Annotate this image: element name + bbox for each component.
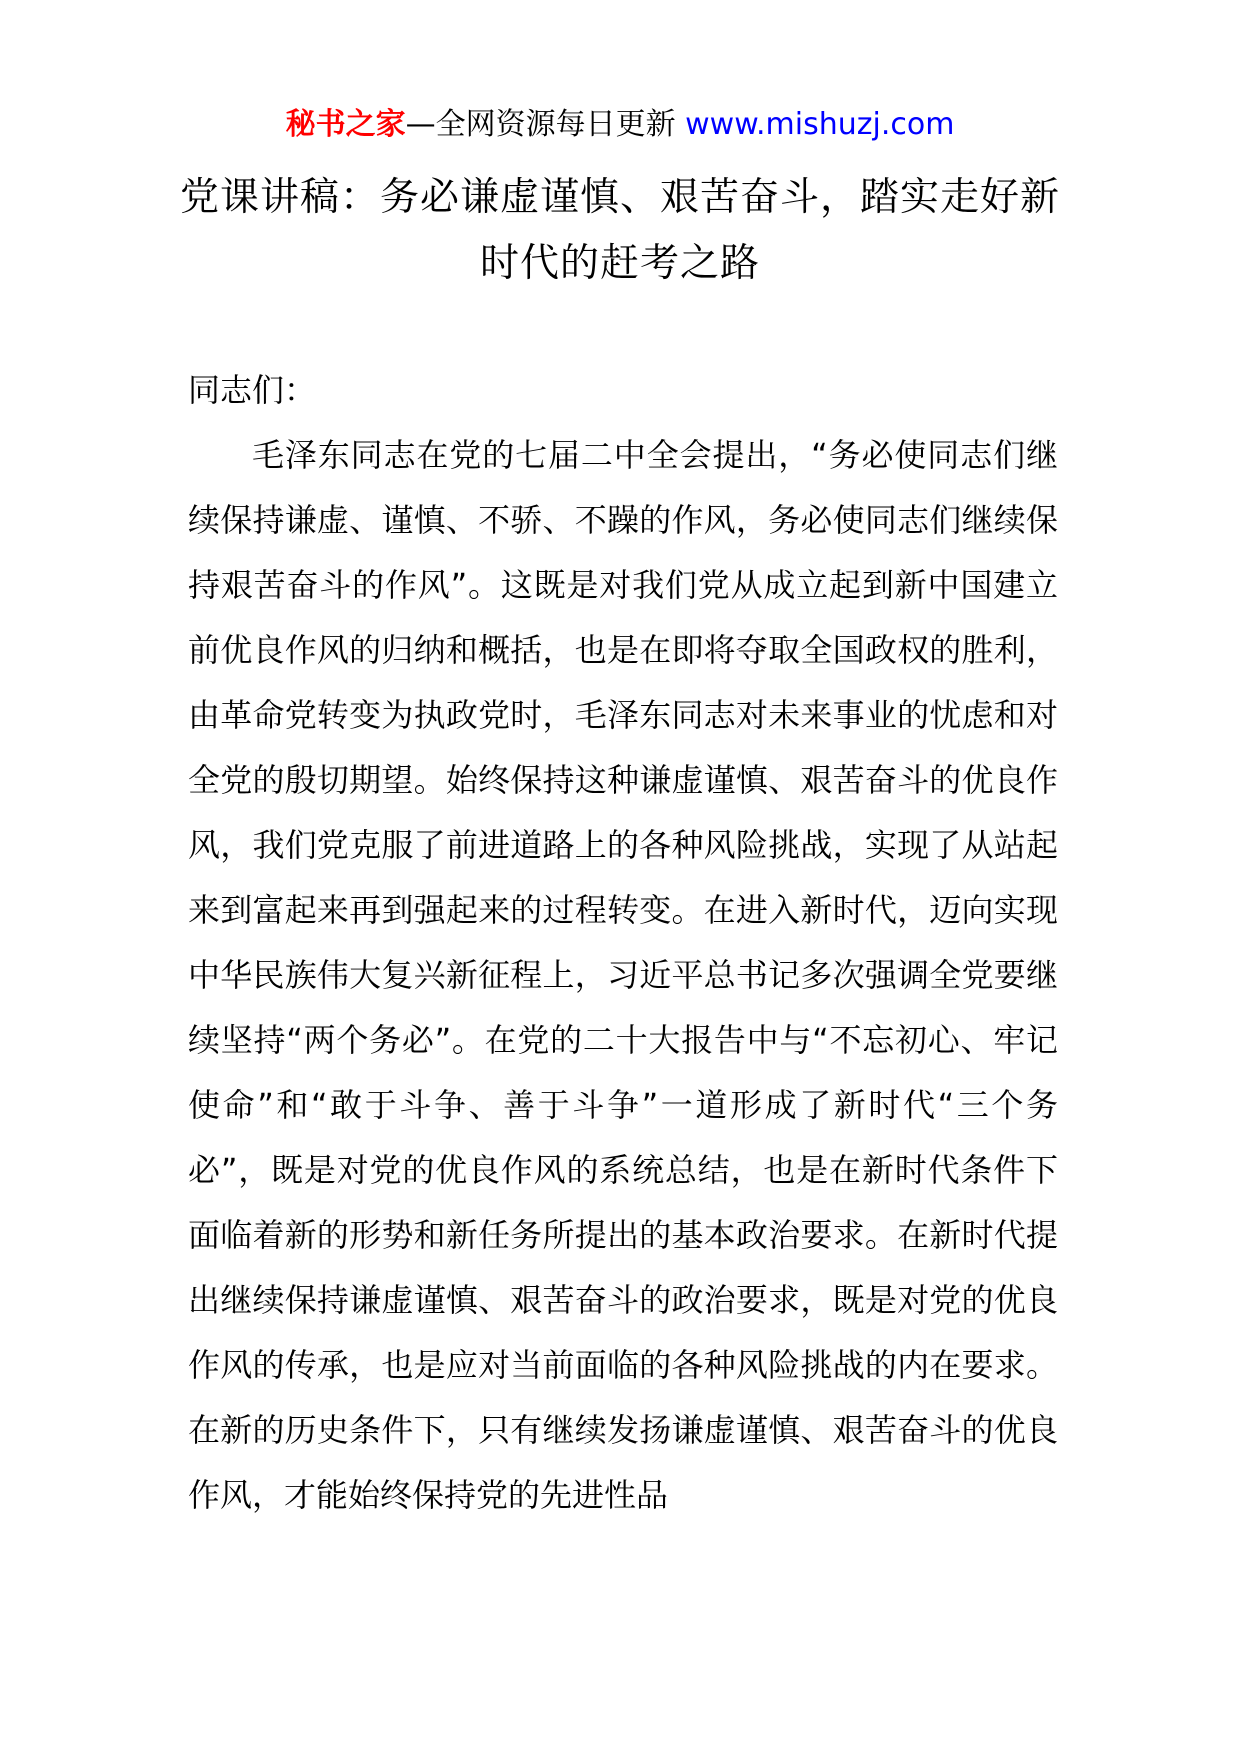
body-paragraph: 毛泽东同志在党的七届二中全会提出，“务必使同志们继续保持谦虚、谨慎、不骄、不躁的作风，务必使同志们继续保持艰苦奋斗的作风”。这既是对我们党从成立起到新中国建立前优良作风的归纳和概括，也是在即将夺取全国政权的胜利，由革命党转变为执政党时，毛泽东同志对未来事业的忧虑和对全党的殷切期望。始终保持这种谦虚谨慎、艰苦奋斗的优良作风，我们党克服了前进道路上的各种风险挑战，实现了从站起来到富起来再到强起来的过程转变。在进入新时代，迈向实现中华民族伟大复兴新征程上，习近平总书记多次强调全党要继续坚持“两个务必”。在党的二十大报告中与“不忘初心、牢记使命”和“敢于斗争、善于斗争”一道形成了新时代“三个务必”，既是对党的优良作风的系统总结，也是在新时代条件下面临着新的形势和新任务所提出的基本政治要求。在新时代提出继续保持谦虚谨慎、艰苦奋斗的政治要求，既是对党的优良作风的传承，也是应对当前面临的各种风险挑战的内在要求。在新的历史条件下，只有继续发扬谦虚谨慎、艰苦奋斗的优良作风，才能始终保持党的先进性品 [188,436,1058,1514]
site-tagline: —全网资源每日更新 [405,107,676,142]
document-body [188,358,1058,1528]
document-title: 党课讲稿：务必谦虚谨慎、艰苦奋斗，踏实走好新时代的赶考之路 [180,175,1061,286]
salutation: 同志们： [188,371,317,409]
site-url[interactable]: www.mishuzj.com [685,107,955,142]
site-header [0,100,1240,150]
brand-name: 秘书之家 [285,107,406,142]
